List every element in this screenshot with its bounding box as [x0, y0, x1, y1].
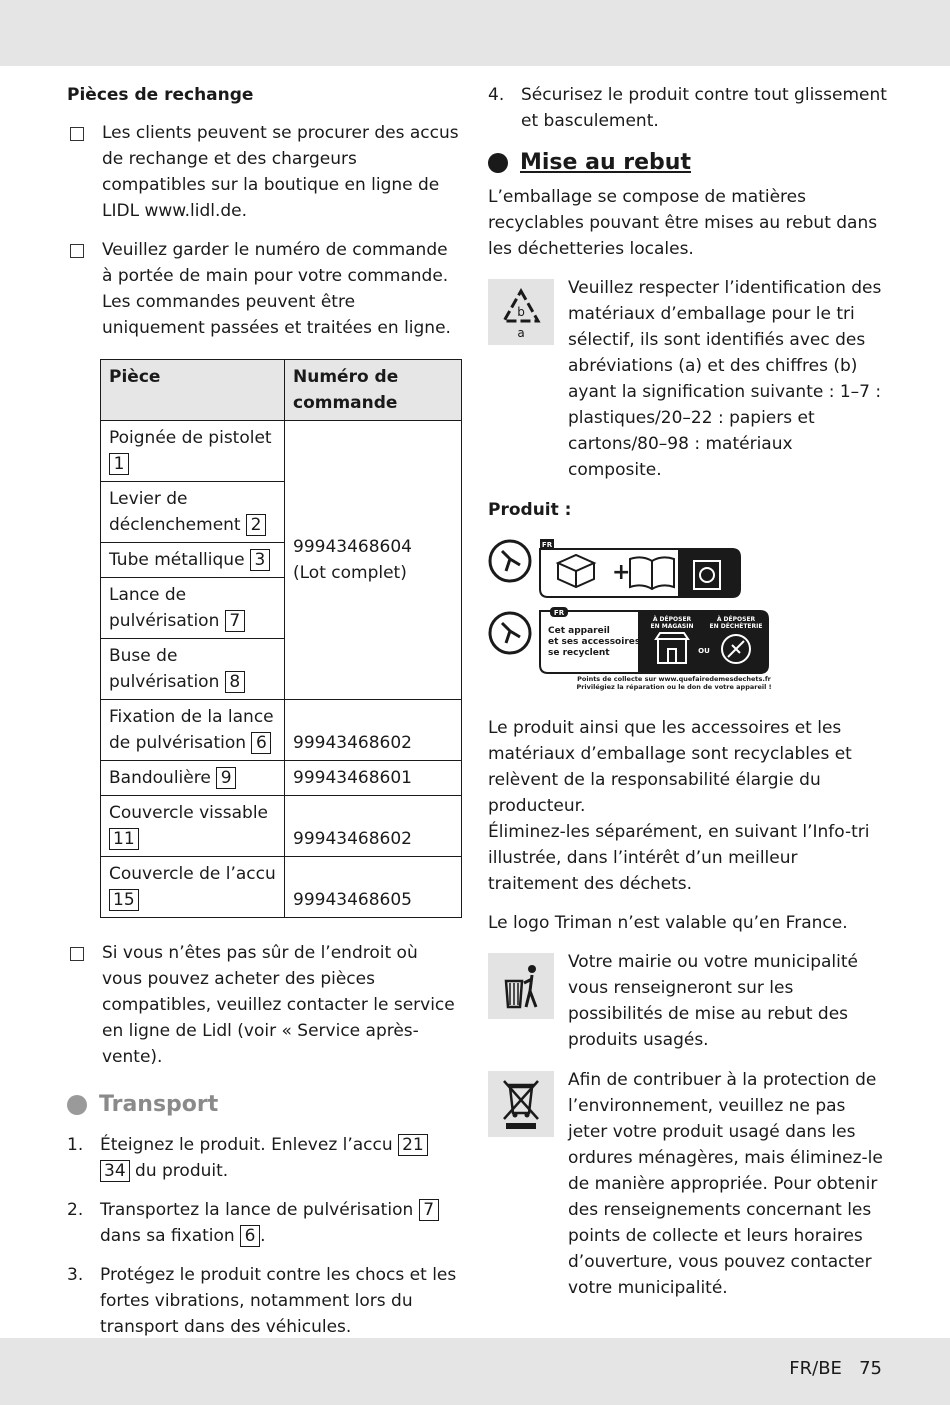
triman-fr: FR	[553, 609, 565, 617]
section-title: Mise au rebut	[520, 150, 691, 175]
triman-or: OU	[698, 647, 710, 655]
part-ref: 9	[216, 767, 236, 789]
triman-line2: et ses accessoires	[548, 637, 641, 647]
municipality-text: Votre mairie ou votre municipalité vous renseigneront sur les possibilités de mise au rebut des produits usagés.	[568, 952, 858, 1050]
recycling-text: Veuillez respecter l’identification des matériaux d’emballage pour le tri sélectif, ils sont identifiés avec des abréviations (a) et des chiffres (b) ayant la signification suivante : 1–7 : plastiques/20–22 : papiers et cartons/80–98 : matériaux composite.	[568, 278, 882, 480]
header-part: Pièce	[101, 360, 285, 421]
table-row	[101, 761, 462, 796]
triman-line1: Cet appareil	[548, 626, 610, 636]
list-item	[488, 82, 888, 134]
recycling-info	[488, 275, 888, 483]
step-text: dans sa fixation	[100, 1226, 235, 1246]
step-text: Transportez la lance de pulvérisation	[100, 1200, 414, 1220]
product-text: Éliminez-les séparément, en suivant l’Info-tri illustrée, dans l’intérêt d’un meilleur traitement des déchets.	[488, 822, 870, 894]
triman-line3: se recyclent	[548, 648, 610, 658]
list-item: 2. Transportez la lance de pulvérisation 7 dans sa fixation 6 .	[67, 1197, 462, 1249]
triman-figure-icon	[490, 541, 530, 581]
triman-figure-icon	[490, 613, 530, 653]
checkbox-square-icon	[70, 244, 84, 258]
table-row	[101, 421, 462, 482]
part-ref: 6	[251, 732, 271, 754]
triman-store2: EN MAGASIN	[650, 623, 694, 630]
step-number: 3.	[67, 1265, 84, 1285]
triman-store1: À DÉPOSER	[652, 616, 692, 623]
table-row	[101, 857, 462, 918]
bullet-text: Si vous n’êtes pas sûr de l’endroit où vous pouvez acheter des pièces compatibles, veuillez contacter le service en ligne de Lidl (voir « Service après-vente).	[102, 943, 455, 1067]
part-ref: 7	[419, 1199, 439, 1221]
bullet-item	[67, 940, 462, 1070]
page-footer	[789, 1358, 882, 1379]
part-ref: 11	[109, 828, 139, 850]
part-name: Buse de pulvérisation	[109, 646, 220, 692]
bullet-text: Les clients peuvent se procurer des accus de rechange et des chargeurs compatibles sur la boutique en ligne de LIDL www.lidl.de.	[102, 123, 459, 221]
part-ref: 3	[250, 549, 270, 571]
step-text: du produit.	[135, 1161, 229, 1181]
step-text: Éteignez le produit. Enlevez l’accu	[100, 1135, 393, 1155]
spare-parts-title: Pièces de rechange	[67, 85, 254, 105]
part-name: Couvercle de l’accu	[109, 864, 276, 884]
transport-heading	[67, 1092, 462, 1118]
triman-logo	[488, 535, 888, 703]
step-text: Sécurisez le produit contre tout glissement et basculement.	[521, 85, 887, 131]
checkbox-square-icon	[70, 947, 84, 961]
triman-foot1: Points de collecte sur www.quefairedemesdechets.fr	[577, 675, 771, 683]
part-ref: 6	[240, 1225, 260, 1247]
part-ref: 7	[225, 610, 245, 632]
checkbox-square-icon	[70, 127, 84, 141]
header-band	[0, 0, 950, 66]
product-label: Produit :	[488, 500, 572, 520]
disposal-heading	[488, 150, 888, 176]
packaging-text: L’emballage se compose de matières recyclables pouvant être mises au rebut dans les déchetteries locales.	[488, 187, 878, 259]
locale-label: FR/BE	[789, 1358, 842, 1379]
right-column	[488, 82, 888, 1315]
triman-fr: FR	[541, 541, 553, 549]
bullet-dot-icon	[488, 153, 508, 173]
part-ref: 34	[100, 1160, 130, 1182]
recycle-code-b: b	[517, 305, 525, 319]
part-name: Poignée de pistolet	[109, 428, 272, 448]
product-text: Le produit ainsi que les accessoires et les matériaux d’emballage sont recyclables et relèvent de la responsabilité élargie du producteur.	[488, 718, 852, 816]
left-column	[67, 82, 462, 1353]
recycle-triangle-icon	[488, 279, 554, 345]
crossed-bin-icon	[488, 1071, 554, 1137]
triman-note: Le logo Triman n’est valable qu’en France.	[488, 913, 848, 933]
bullet-item	[67, 237, 462, 341]
order-number: 99943468602	[285, 700, 462, 761]
part-ref: 2	[246, 514, 266, 536]
page-number: 75	[859, 1358, 882, 1379]
bullet-text: Veuillez garder le numéro de commande à portée de main pour votre commande. Les commandes peuvent être uniquement passées et traitées en ligne.	[102, 240, 451, 338]
step-number: 1.	[67, 1135, 84, 1155]
part-name: Tube métallique	[109, 550, 245, 570]
weee-text: Afin de contribuer à la protection de l’environnement, veuillez ne pas jeter votre produit usagé dans les ordures ménagères, mais éliminez-le de manière appropriée. Pour obtenir des renseignements concernant les points de collecte et leurs horaires d’ouverture, vous pouvez contacter votre municipalité.	[568, 1070, 883, 1298]
part-name: Lance de pulvérisation	[109, 585, 220, 631]
order-number: 99943468605	[285, 857, 462, 918]
order-number: 99943468602	[285, 796, 462, 857]
step-text: Protégez le produit contre les chocs et les fortes vibrations, notamment lors du transport dans des véhicules.	[100, 1265, 457, 1337]
bullet-item	[67, 120, 462, 224]
part-name: Fixation de la lance de pulvérisation	[109, 707, 274, 753]
part-name: Bandoulière	[109, 768, 211, 788]
part-name: Levier de déclenchement	[109, 489, 241, 535]
order-number: 99943468604	[293, 537, 412, 557]
order-note: (Lot complet)	[293, 563, 407, 583]
step-number: 4.	[488, 85, 505, 105]
part-ref: 1	[109, 453, 129, 475]
spare-parts-table	[100, 359, 462, 918]
recycle-code-a: a	[517, 326, 525, 340]
table-row	[101, 700, 462, 761]
part-ref: 21	[398, 1134, 428, 1156]
part-name: Couvercle vissable	[109, 803, 269, 823]
triman-dump2: EN DÉCHÈTERIE	[709, 623, 763, 630]
triman-dump1: À DÉPOSER	[716, 616, 756, 623]
list-item	[67, 1132, 462, 1184]
group-order-cell	[285, 421, 462, 700]
list-item	[67, 1262, 462, 1340]
order-number: 99943468601	[285, 761, 462, 796]
svg-text:+: +	[612, 560, 631, 585]
part-ref: 8	[225, 671, 245, 693]
table-row	[101, 796, 462, 857]
litter-bin-icon	[488, 953, 554, 1019]
header-order-number: Numéro de commande	[285, 360, 462, 421]
part-ref: 15	[109, 889, 139, 911]
triman-foot2: Privilégiez la réparation ou le don de votre appareil !	[576, 683, 772, 691]
step-number: 2.	[67, 1200, 84, 1220]
municipality-info	[488, 949, 888, 1053]
weee-info	[488, 1067, 888, 1301]
section-title: Transport	[99, 1092, 219, 1117]
bullet-dot-icon	[67, 1095, 87, 1115]
